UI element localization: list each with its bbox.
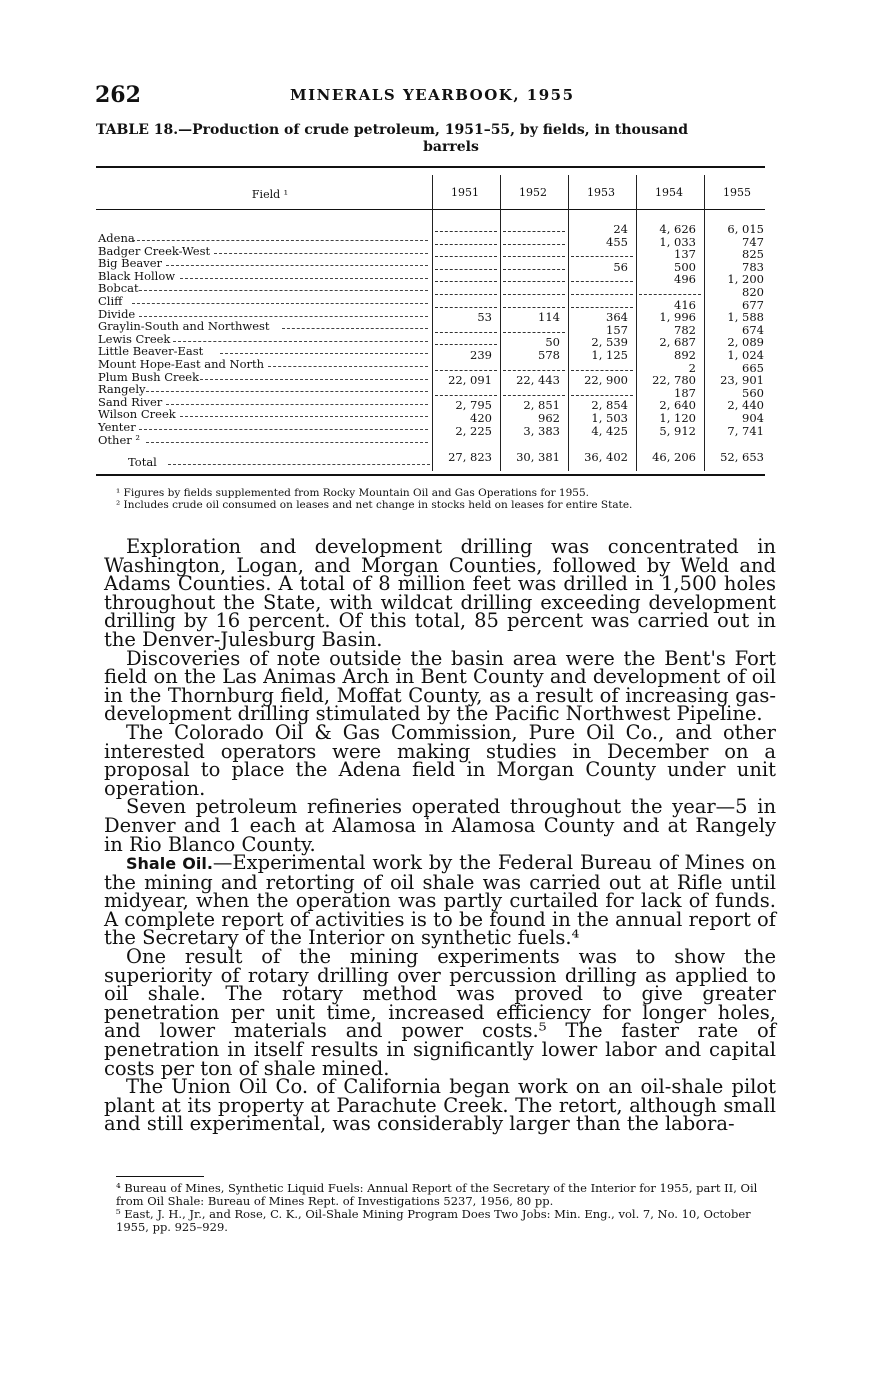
total-value: 46, 206 [652,450,696,464]
table-caption-line1: TABLE 18.—Production of crude petroleum, 1951–55, by fields, in thousand [96,122,688,138]
shale-oil-heading: Shale Oil. [126,854,213,874]
table-cell-value: 892 [674,348,696,362]
total-value: 27, 823 [448,450,492,464]
table-cell-value: 2, 795 [455,398,492,413]
leader-dots [220,353,428,354]
empty-cell-leader [503,370,565,371]
paragraph-discoveries: Discoveries of note outside the basin area were the Bent's Fort field on the Las Animas Arch in Bent County and development of oil in the Thornburg field, Moffat County, as a result of increasing gas-development drilling stimulated by the Pacific Northwest Pipeline. [104,646,776,726]
field-name: Cliff [98,294,123,308]
table-cell-value: 420 [470,411,492,425]
empty-cell-leader [435,395,497,396]
table-cell-value: 1, 588 [727,310,764,325]
empty-cell-leader [435,294,497,295]
table-cell-value: 23, 901 [720,373,764,388]
table-cell-value: 50 [545,335,560,350]
table-cell-value: 157 [606,322,628,337]
empty-cell-leader [503,395,565,396]
empty-cell-leader [503,231,565,232]
table-cell-value: 677 [742,297,764,312]
table-cell-value: 1, 033 [659,234,696,249]
table-cell-value: 962 [538,411,560,425]
leader-dots [166,265,428,266]
page-header [95,82,775,112]
table-cell-value: 2, 440 [727,398,764,413]
field-name: Big Beaver [98,256,163,271]
table-cell-value: 5, 912 [659,423,696,438]
table-cell-value: 22, 091 [448,373,492,388]
table-cell-value: 1, 996 [659,310,696,325]
leader-dots [139,316,428,317]
table-caption-line2: barrels [423,139,479,155]
empty-cell-leader [639,294,701,295]
table-cell-value: 783 [742,259,764,274]
leader-dots [173,341,428,342]
table-cell-value: 500 [674,259,696,274]
leader-dots [132,240,428,241]
year-column-header: 1955 [723,186,751,199]
total-value: 52, 653 [720,450,764,464]
leader-dots [214,253,428,254]
table-cell-value: 364 [606,310,628,325]
table-cell-value: 4, 425 [591,423,628,438]
empty-cell-leader [503,332,565,333]
table-bottom-rule [96,474,765,476]
table-cell-value: 2, 851 [523,398,560,413]
table-cell-value: 782 [674,322,696,337]
table-cell-value: 747 [742,234,764,249]
total-value: 30, 381 [516,450,560,464]
empty-cell-leader [435,269,497,270]
footnote-5: ⁵ East, J. H., Jr., and Rose, C. K., Oil-Shale Mining Program Does Two Jobs: Min. Eng., vol. 7, No. 10, October 1955, pp. 925–929. [116,1207,751,1234]
table-cell-value: 1, 024 [727,348,764,362]
table-cell-value: 7, 741 [727,423,764,438]
empty-cell-leader [435,281,497,282]
field-column-header: Field ¹ [251,188,289,201]
field-name: Rangely [98,382,146,397]
paragraph-mining-experiments: One result of the mining experiments was to show the superiority of rotary drilling over percussion drilling as applied to oil shale. The rotary method was proved to give greater penetration per unit time, increased efficiency for longer holes, and lower materials and power costs.⁵ The faster rate of penetration in itself results in significantly lower labor and capital costs per ton of shale mined. [104,945,776,1080]
table-cell-value: 820 [742,285,764,299]
empty-cell-leader [435,231,497,232]
field-name: Graylin-South and Northwest [98,319,270,334]
paragraph-commission: The Colorado Oil & Gas Commission, Pure Oil Co., and other interested operators were making studies in December on a proposal to place the Adena field in Morgan County under unit operation. [104,720,776,800]
empty-cell-leader [571,395,633,396]
field-name: Sand River [98,394,163,409]
table-cell-value: 560 [742,385,764,400]
empty-cell-leader [503,256,565,257]
field-name: Divide [98,306,136,321]
field-name: Yenter [98,420,136,434]
table-cell-value: 239 [470,348,492,362]
table-cell-value: 578 [538,348,560,362]
table-top-rule [96,166,765,168]
table-cell-value: 24 [613,222,628,236]
empty-cell-leader [503,281,565,282]
year-column-header: 1951 [451,186,479,199]
field-name: Plum Bush Creek [98,369,200,384]
table-cell-value: 22, 780 [652,373,696,388]
field-name: Bobcat [98,281,139,296]
year-column-header: 1954 [655,186,683,199]
field-name: Badger Creek-West [98,243,211,258]
table-caption [96,122,766,156]
field-name: Other ² [98,432,141,447]
paragraph-union-oil: The Union Oil Co. of California began work on an oil-shale pilot plant at its property at Parachute Creek. The retort, although small and still experimental, was considerably larger than the labora- [104,1075,776,1136]
footnote-separator [116,1176,204,1177]
empty-cell-leader [571,307,633,308]
field-name: Black Hollow [98,268,176,283]
table-cell-value: 2 [688,360,696,375]
table-cell-value: 455 [606,234,628,249]
table-cell-value: 825 [742,247,764,262]
table-cell-value: 137 [674,247,696,262]
page-number: 262 [95,82,141,108]
leader-dots [200,379,428,380]
empty-cell-leader [571,370,633,371]
total-label: Total [128,455,157,469]
empty-cell-leader [503,294,565,295]
table-cell-value: 2, 854 [591,398,628,413]
table-cell-value: 904 [742,411,764,425]
field-name: Mount Hope-East and North [98,357,265,371]
empty-cell-leader [435,256,497,257]
table-cell-value: 1, 120 [659,411,696,425]
table-cell-value: 3, 383 [523,423,560,438]
table-cell-value: 496 [674,272,696,287]
empty-cell-leader [571,256,633,257]
body-text [104,535,777,1136]
table-cell-value: 22, 443 [516,373,560,388]
leader-dots [268,366,428,367]
table-header-rule [96,209,765,210]
leader-dots [168,464,430,465]
leader-dots [146,442,428,443]
empty-cell-leader [435,244,497,245]
field-name: Wilson Creek [98,407,176,422]
empty-cell-leader [571,281,633,282]
leader-dots [132,303,428,304]
table-cell-value: 4, 626 [659,222,696,236]
leader-dots [146,391,428,392]
paragraph-drilling: Exploration and development drilling was concentrated in Washington, Logan, and Morgan Counties, followed by Weld and Adams Counties. A total of 8 million feet was drilled in 1,500 holes throughout the State, with wildcat drilling exceeding development drilling by 16 percent. Of this total, 85 percent was carried out in the Denver-Julesburg Basin. [104,535,776,651]
table-cell-value: 1, 200 [727,272,764,287]
leader-dots [180,416,428,417]
field-name: Lewis Creek [98,331,171,346]
field-name: Little Beaver-East [98,344,204,359]
empty-cell-leader [503,244,565,245]
table-footnote-1: ¹ Figures by fields supplemented from Rocky Mountain Oil and Gas Operations for 1955. [116,487,589,499]
table-cell-value: 2, 640 [659,398,696,413]
table-cell-value: 187 [674,385,696,400]
table-cell-value: 1, 125 [591,348,628,362]
table-footnote-2: ² Includes crude oil consumed on leases and net change in stocks held on leases for entire State. [116,499,633,511]
table-cell-value: 2, 539 [591,335,628,350]
table-cell-value: 665 [742,360,764,375]
table-cell-value: 2, 687 [659,335,696,350]
table-cell-value: 114 [538,310,560,325]
empty-cell-leader [435,370,497,371]
empty-cell-leader [435,307,497,308]
field-name: Adena [98,231,135,245]
table-cell-value: 53 [477,310,492,325]
running-title: MINERALS YEARBOOK, 1955 [290,86,575,104]
leader-dots [139,290,428,291]
table-cell-value: 2, 225 [455,423,492,438]
table-cell-value: 2, 089 [727,335,764,350]
leader-dots [166,404,428,405]
table-cell-value: 1, 503 [591,411,628,425]
table-cell-value: 22, 900 [584,373,628,388]
empty-cell-leader [571,294,633,295]
table-cell-value: 6, 015 [727,222,764,236]
year-column-header: 1953 [587,186,615,199]
year-column-header: 1952 [519,186,547,199]
empty-cell-leader [503,269,565,270]
table-cell-value: 416 [674,297,696,312]
table-cell-value: 56 [613,259,628,274]
page-footnotes [116,1182,786,1234]
table-cell-value: 674 [742,322,764,337]
empty-cell-leader [435,332,497,333]
empty-cell-leader [503,307,565,308]
total-value: 36, 402 [584,450,628,464]
empty-cell-leader [435,344,497,345]
footnote-4: ⁴ Bureau of Mines, Synthetic Liquid Fuels: Annual Report of the Secretary of the Interior for 1955, part II, Oil from Oil Shale: Bureau of Mines Rept. of Investigations 5237, 1956, 80 pp. [116,1181,758,1208]
paragraph-refineries: Seven petroleum refineries operated throughout the year—5 in Denver and 1 each at Alamosa in Alamosa County and at Rangely in Rio Blanco County. [104,795,776,856]
paragraph-shale-oil [104,851,777,950]
leader-dots [139,429,428,430]
leader-dots [282,328,428,329]
shale-oil-text: —Experimental work by the Federal Bureau of Mines on the mining and retorting of oil shale was carried out at Rifle until midyear, when the operation was partly curtailed for lack of funds. A complete report of activities is to be found in the annual report of the Secretary of the Interior on synthetic fuels.⁴ [104,851,777,950]
leader-dots [180,278,428,279]
